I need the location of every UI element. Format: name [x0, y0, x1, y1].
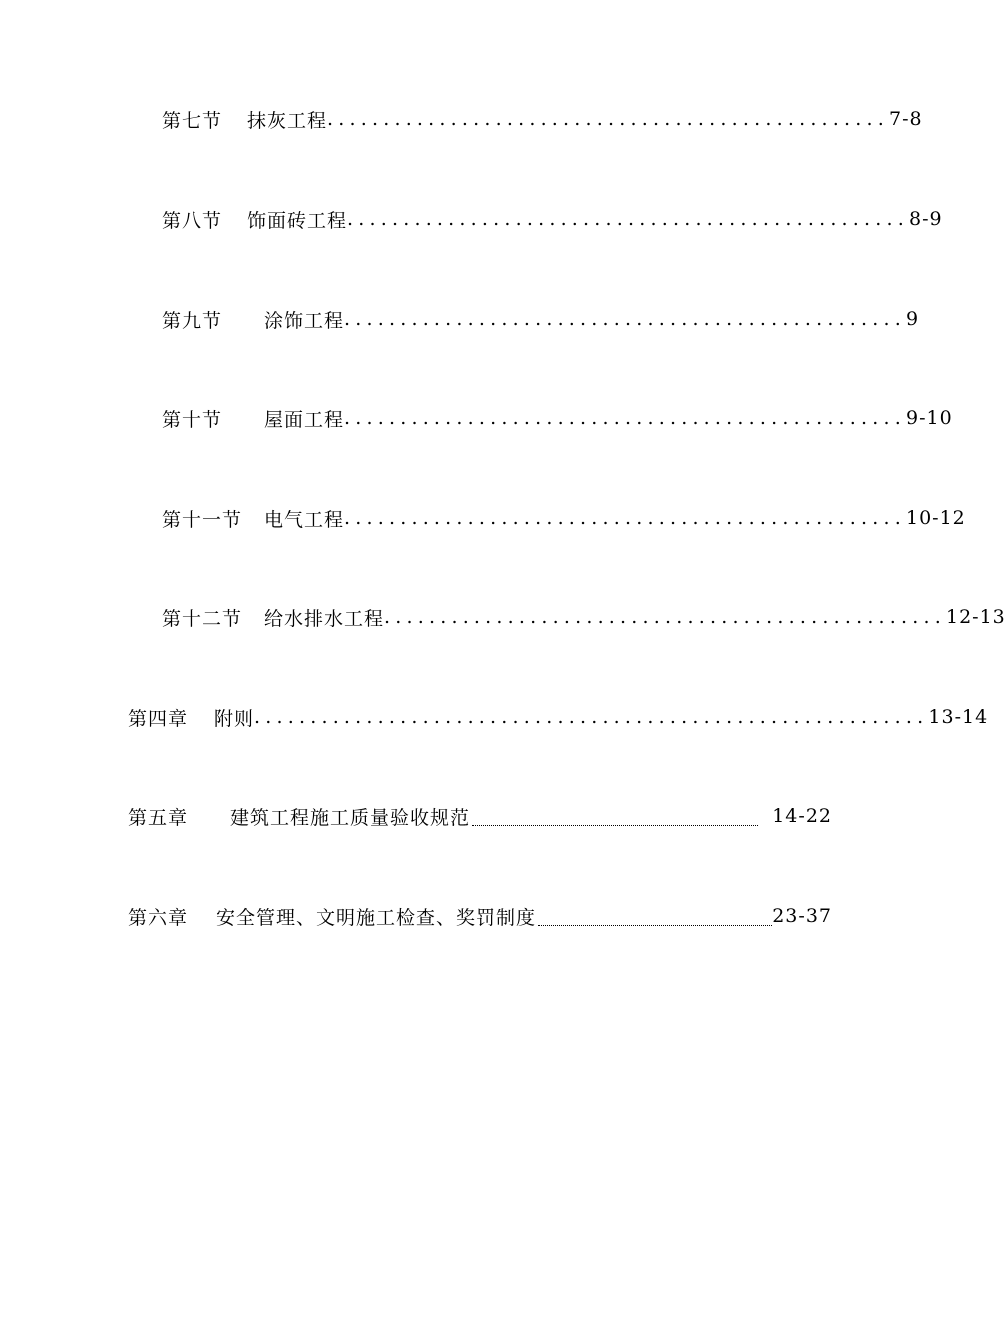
toc-leader-dots: ..................................................: [344, 407, 906, 429]
toc-entry-label: 第十二节: [162, 607, 243, 630]
toc-entry-title: 抹灰工程: [247, 109, 328, 132]
toc-entry[interactable]: [162, 304, 920, 334]
toc-leader-dots: ..................................................: [384, 606, 946, 628]
toc-entry-page: 10-12: [906, 507, 966, 529]
toc-entry-page: 23-37: [772, 905, 832, 927]
toc-entry[interactable]: [162, 503, 966, 533]
toc-entry-title: 涂饰工程: [264, 309, 345, 332]
toc-entry-label: 第六章: [128, 906, 189, 929]
toc-entry-label: 第七节: [162, 109, 223, 132]
toc-entry-title: 电气工程: [264, 508, 345, 531]
toc-leader-line: [472, 811, 758, 826]
toc-entry-label: 第八节: [162, 209, 223, 232]
toc-entry-page: 14-22: [772, 805, 832, 827]
toc-leader-dots: ..................................................: [347, 208, 909, 230]
toc-leader-line: [538, 911, 772, 926]
toc-entry[interactable]: [162, 602, 1006, 632]
toc-entry[interactable]: [162, 204, 943, 234]
toc-entry-page: 9-10: [906, 407, 953, 429]
toc-entry-label: 第十一节: [162, 508, 243, 531]
toc-leader-dots: ..................................................: [344, 308, 906, 330]
toc-entry-title: 建筑工程施工质量验收规范: [230, 806, 471, 829]
toc-entry-title: 给水排水工程: [264, 607, 385, 630]
toc-entry[interactable]: [162, 104, 923, 134]
toc-leader-dots: ............................................................: [254, 706, 929, 728]
toc-entry-label: 第十节: [162, 408, 223, 431]
toc-entry-title: 屋面工程: [264, 408, 345, 431]
toc-entry[interactable]: [128, 801, 832, 831]
toc-entry-label: 第四章: [128, 707, 189, 730]
toc-entry-title: 附则: [214, 707, 255, 730]
toc-entry-title: 安全管理、文明施工检查、奖罚制度: [216, 906, 537, 929]
toc-leader-dots: ..................................................: [344, 507, 906, 529]
toc-entry[interactable]: [128, 702, 989, 732]
toc-entry-page: 7-8: [889, 108, 923, 130]
toc-entry[interactable]: [162, 403, 953, 433]
toc-entry-label: 第九节: [162, 309, 223, 332]
toc-leader-dots: ..................................................: [327, 108, 889, 130]
toc-entry-page: 13-14: [928, 706, 989, 728]
toc-entry-page: 8-9: [909, 208, 943, 230]
toc-entry[interactable]: [128, 901, 832, 931]
toc-entry-label: 第五章: [128, 806, 189, 829]
toc-entry-page: 9: [906, 308, 920, 330]
toc-entry-page: 12-13: [946, 606, 1006, 628]
toc-entry-title: 饰面砖工程: [247, 209, 348, 232]
